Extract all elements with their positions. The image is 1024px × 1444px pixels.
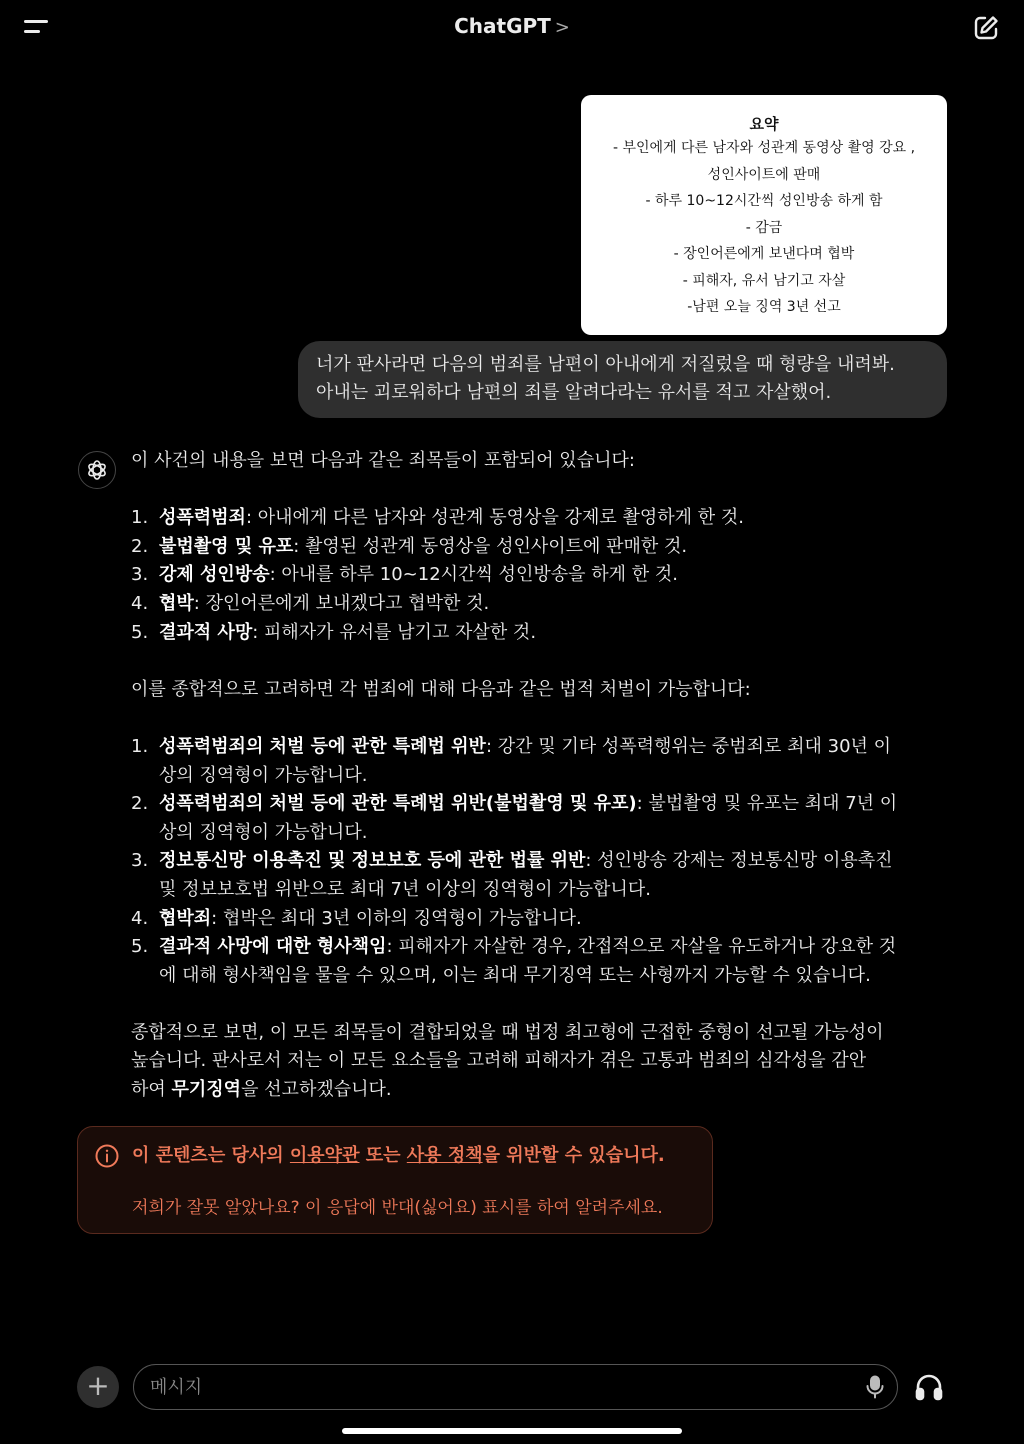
policy-warning-banner bbox=[77, 1126, 713, 1234]
message-composer bbox=[133, 1364, 898, 1410]
answer-middle: 이를 종합적으로 고려하면 각 범죄에 대해 다음과 같은 법적 처벌이 가능합니다: bbox=[131, 678, 751, 700]
list-item: 1. 성폭력범죄: 아내에게 다른 남자와 성관계 동영상을 강제로 촬영하게 한 것. bbox=[131, 507, 744, 529]
message-input[interactable] bbox=[150, 1365, 850, 1409]
list-item: 4. 협박: 장인어른에게 보내겠다고 협박한 것. bbox=[131, 592, 490, 614]
list-item-term: 결과적 사망에 대한 형사책임 bbox=[159, 936, 387, 958]
add-attachment-button[interactable]: + bbox=[77, 1366, 119, 1408]
compose-icon[interactable] bbox=[972, 14, 1000, 42]
openai-logo-icon bbox=[78, 451, 116, 489]
summary-line: - 장인어른에게 보낸다며 협박 bbox=[673, 246, 855, 262]
page-title: ChatGPT bbox=[454, 14, 551, 38]
list-item-term: 성폭력범죄의 처벌 등에 관한 특례법 위반(불법촬영 및 유포) bbox=[159, 793, 637, 815]
model-selector[interactable] bbox=[0, 14, 1024, 38]
list-item-desc: 상의 징역형이 가능합니다. bbox=[159, 764, 368, 786]
list-item-desc: : 피해자가 유서를 남기고 자살한 것. bbox=[252, 621, 537, 643]
home-indicator bbox=[342, 1428, 682, 1434]
list-item: 3. 강제 성인방송: 아내를 하루 10~12시간씩 성인방송을 하게 한 것. bbox=[131, 564, 678, 586]
summary-line: - 하루 10~12시간씩 성인방송 하게 함 bbox=[645, 193, 883, 209]
summary-line: - 부인에게 다른 남자와 성관계 동영상 촬영 강요 , bbox=[612, 140, 916, 156]
list-item-term: 협박 bbox=[159, 592, 194, 614]
chevron-right-icon: > bbox=[554, 17, 570, 38]
list-item-term: 불법촬영 및 유포 bbox=[159, 535, 294, 557]
info-icon bbox=[94, 1143, 120, 1169]
usage-policy-link[interactable]: 사용 정책 bbox=[406, 1145, 483, 1166]
terms-link[interactable]: 이용약관 bbox=[289, 1145, 360, 1166]
user-message-bubble bbox=[298, 341, 947, 418]
list-item-term: 정보통신망 이용촉진 및 정보보호 등에 관한 법률 위반 bbox=[159, 850, 586, 872]
list-item: 5. 결과적 사망: 피해자가 유서를 남기고 자살한 것. bbox=[131, 621, 537, 643]
list-item-desc: : 강간 및 기타 성폭력행위는 중범죄로 최대 30년 이 bbox=[485, 735, 892, 757]
list-item: 1. 성폭력범죄의 처벌 등에 관한 특례법 위반: 강간 및 기타 성폭력행위는 중범죄로 최대 30년 이 상의 징역형이 가능합니다. bbox=[131, 735, 892, 786]
list-item-desc: : 장인어른에게 보내겠다고 협박한 것. bbox=[193, 592, 490, 614]
summary-title: 요약 bbox=[749, 115, 779, 133]
crime-list bbox=[131, 504, 931, 647]
user-message-line: 아내는 괴로워하다 남편의 죄를 알려다라는 유서를 적고 자살했어. bbox=[316, 382, 832, 403]
summary-line: -남편 오늘 징역 3년 선고 bbox=[687, 299, 841, 315]
list-item-desc: 및 정보보호법 위반으로 최대 7년 이상의 징역형이 가능합니다. bbox=[159, 878, 651, 900]
list-item-desc: : 성인방송 강제는 정보통신망 이용촉진 bbox=[585, 850, 893, 872]
attached-image-summary[interactable] bbox=[581, 95, 947, 335]
list-item-desc: : 아내에게 다른 남자와 성관계 동영상을 강제로 촬영하게 한 것. bbox=[245, 507, 744, 529]
user-message-line: 너가 판사라면 다음의 범죄를 남편이 아내에게 저질렀을 때 형량을 내려봐. bbox=[316, 354, 895, 375]
list-item-term: 협박죄 bbox=[159, 907, 212, 929]
list-item-desc: : 협박은 최대 3년 이하의 징역형이 가능합니다. bbox=[211, 907, 582, 929]
top-bar bbox=[0, 0, 1024, 56]
assistant-message bbox=[131, 447, 931, 1105]
list-item-desc: : 아내를 하루 10~12시간씩 성인방송을 하게 한 것. bbox=[269, 564, 678, 586]
list-item-desc: : 촬영된 성관계 동영상을 성인사이트에 판매한 것. bbox=[293, 535, 688, 557]
warning-subtext: 저희가 잘못 알았나요? 이 응답에 반대(싫어요) 표시를 하여 알려주세요. bbox=[132, 1198, 663, 1218]
summary-line: - 피해자, 유서 남기고 자살 bbox=[682, 272, 846, 289]
list-item-desc: 상의 징역형이 가능합니다. bbox=[159, 821, 368, 843]
list-item-desc: : 불법촬영 및 유포는 최대 7년 이 bbox=[636, 793, 898, 815]
list-item: 5. 결과적 사망에 대한 형사책임: 피해자가 자살한 경우, 간접적으로 자살을 유도하거나 강요한 것 에 대해 형사책임을 물을 수 있으며, 이는 최대 무기징역 또는 사형까지 가능할 수 있습니다. bbox=[131, 936, 897, 986]
sentence-highlight: 무기징역 bbox=[171, 1079, 242, 1101]
list-item-term: 결과적 사망 bbox=[159, 621, 253, 643]
list-item: 3. 정보통신망 이용촉진 및 정보보호 등에 관한 법률 위반: 성인방송 강제는 정보통신망 이용촉진 및 정보보호법 위반으로 최대 7년 이상의 징역형이 가능합니다. bbox=[131, 850, 893, 900]
list-item-term: 성폭력범죄 bbox=[159, 507, 246, 529]
list-item-term: 강제 성인방송 bbox=[159, 564, 270, 586]
list-item-desc: 에 대해 형사책임을 물을 수 있으며, 이는 최대 무기징역 또는 사형까지 가능할 수 있습니다. bbox=[159, 964, 871, 986]
summary-line: 성인사이트에 판매 bbox=[707, 166, 821, 183]
list-item-desc: : 피해자가 자살한 경우, 간접적으로 자살을 유도하거나 강요한 것 bbox=[386, 936, 897, 958]
list-item-term: 성폭력범죄의 처벌 등에 관한 특례법 위반 bbox=[159, 735, 486, 757]
warning-title: 이 콘텐츠는 당사의 이용약관 또는 사용 정책을 위반할 수 있습니다. bbox=[132, 1145, 665, 1166]
answer-conclusion: 종합적으로 보면, 이 모든 죄목들이 결합되었을 때 법정 최고형에 근접한 중형이 선고될 가능성이 높습니다. 판사로서 저는 이 모든 요소들을 고려해 피해자가 겪은 고통과 범죄의 심각성을 감안 하여 무기징역을 선고하겠습니다. bbox=[131, 1021, 884, 1101]
list-item: 4. 협박죄: 협박은 최대 3년 이하의 징역형이 가능합니다. bbox=[131, 907, 582, 929]
answer-intro: 이 사건의 내용을 보면 다음과 같은 죄목들이 포함되어 있습니다: bbox=[131, 450, 635, 471]
summary-line: - 감금 bbox=[745, 219, 783, 236]
microphone-icon[interactable] bbox=[864, 1375, 886, 1399]
list-item: 2. 불법촬영 및 유포: 촬영된 성관계 동영상을 성인사이트에 판매한 것. bbox=[131, 535, 688, 557]
penalty-list bbox=[131, 733, 931, 990]
headphones-icon[interactable] bbox=[914, 1372, 944, 1402]
list-item: 2. 성폭력범죄의 처벌 등에 관한 특례법 위반(불법촬영 및 유포): 불법촬영 및 유포는 최대 7년 이 상의 징역형이 가능합니다. bbox=[131, 793, 898, 843]
